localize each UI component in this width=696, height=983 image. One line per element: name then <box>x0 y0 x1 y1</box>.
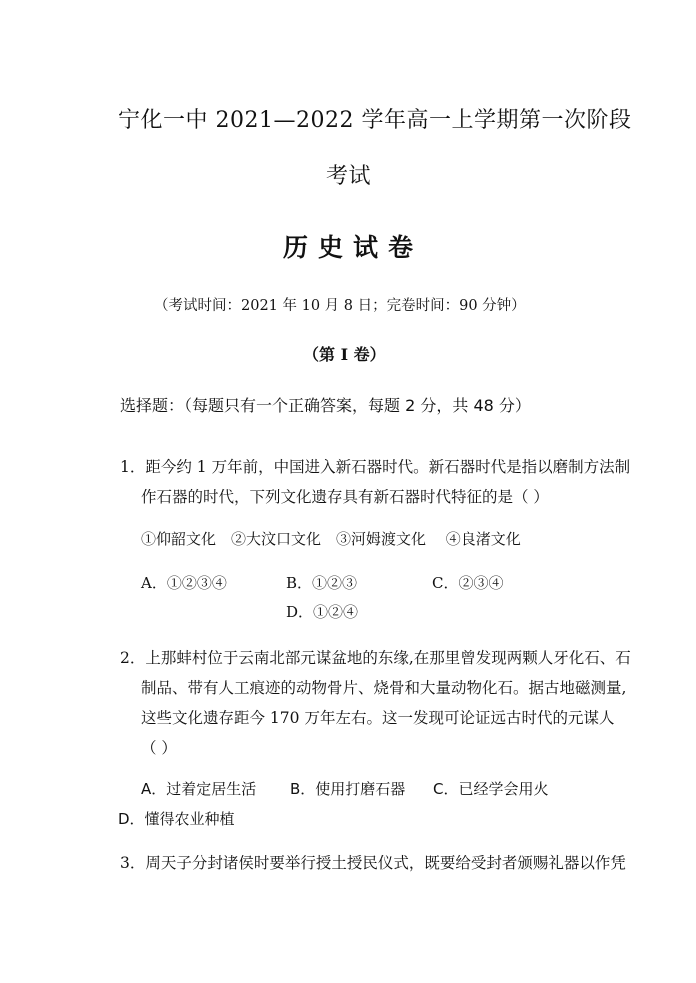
subject-title: 历史试卷 <box>283 233 424 262</box>
question-text-line: （ ） <box>141 739 177 757</box>
section-instruction: 选择题：（每题只有一个正确答案，每题 2 分，共 48 分） <box>120 396 531 415</box>
exam-title-line1: 宁化一中 2021—2022 学年高一上学期第一次阶段 <box>118 108 632 133</box>
question-text-line: 2．上那蚌村位于云南北部元谋盆地的东缘,在那里曾发现两颗人牙化石、石 <box>120 649 631 667</box>
option-a: A．①②③④ <box>141 574 227 592</box>
question-text-line: 这些文化遗存距今 170 万年左右。这一发现可论证远古时代的元谋人 <box>141 709 615 727</box>
option-d: D．懂得农业种植 <box>118 810 235 828</box>
volume-label: （第 I 卷） <box>303 345 386 364</box>
question-text-line: 制品、带有人工痕迹的动物骨片、烧骨和大量动物化石。据古地磁测量, <box>141 679 627 697</box>
exam-title-line2: 考试 <box>326 164 372 189</box>
option-b: B．①②③ <box>286 574 358 592</box>
option-a: A．过着定居生活 <box>141 780 257 798</box>
question-text-line: 1．距今约 1 万年前，中国进入新石器时代。新石器时代是指以磨制方法制 <box>120 458 631 476</box>
option-d: D．①②④ <box>286 603 359 621</box>
question-items: ①仰韶文化 ②大汶口文化 ③河姆渡文化 ④良渚文化 <box>141 530 521 548</box>
question-text-line: 作石器的时代，下列文化遗存具有新石器时代特征的是（ ） <box>141 488 549 506</box>
option-c: C．②③④ <box>432 574 504 592</box>
question-text-line: 3．周天子分封诸侯时要举行授土授民仪式，既要给受封者颁赐礼器以作凭 <box>120 854 626 872</box>
option-c: C．已经学会用火 <box>433 780 549 798</box>
option-b: B．使用打磨石器 <box>290 780 406 798</box>
exam-time-info: （考试时间：2021 年 10 月 8 日；完卷时间：90 分钟） <box>154 298 526 314</box>
